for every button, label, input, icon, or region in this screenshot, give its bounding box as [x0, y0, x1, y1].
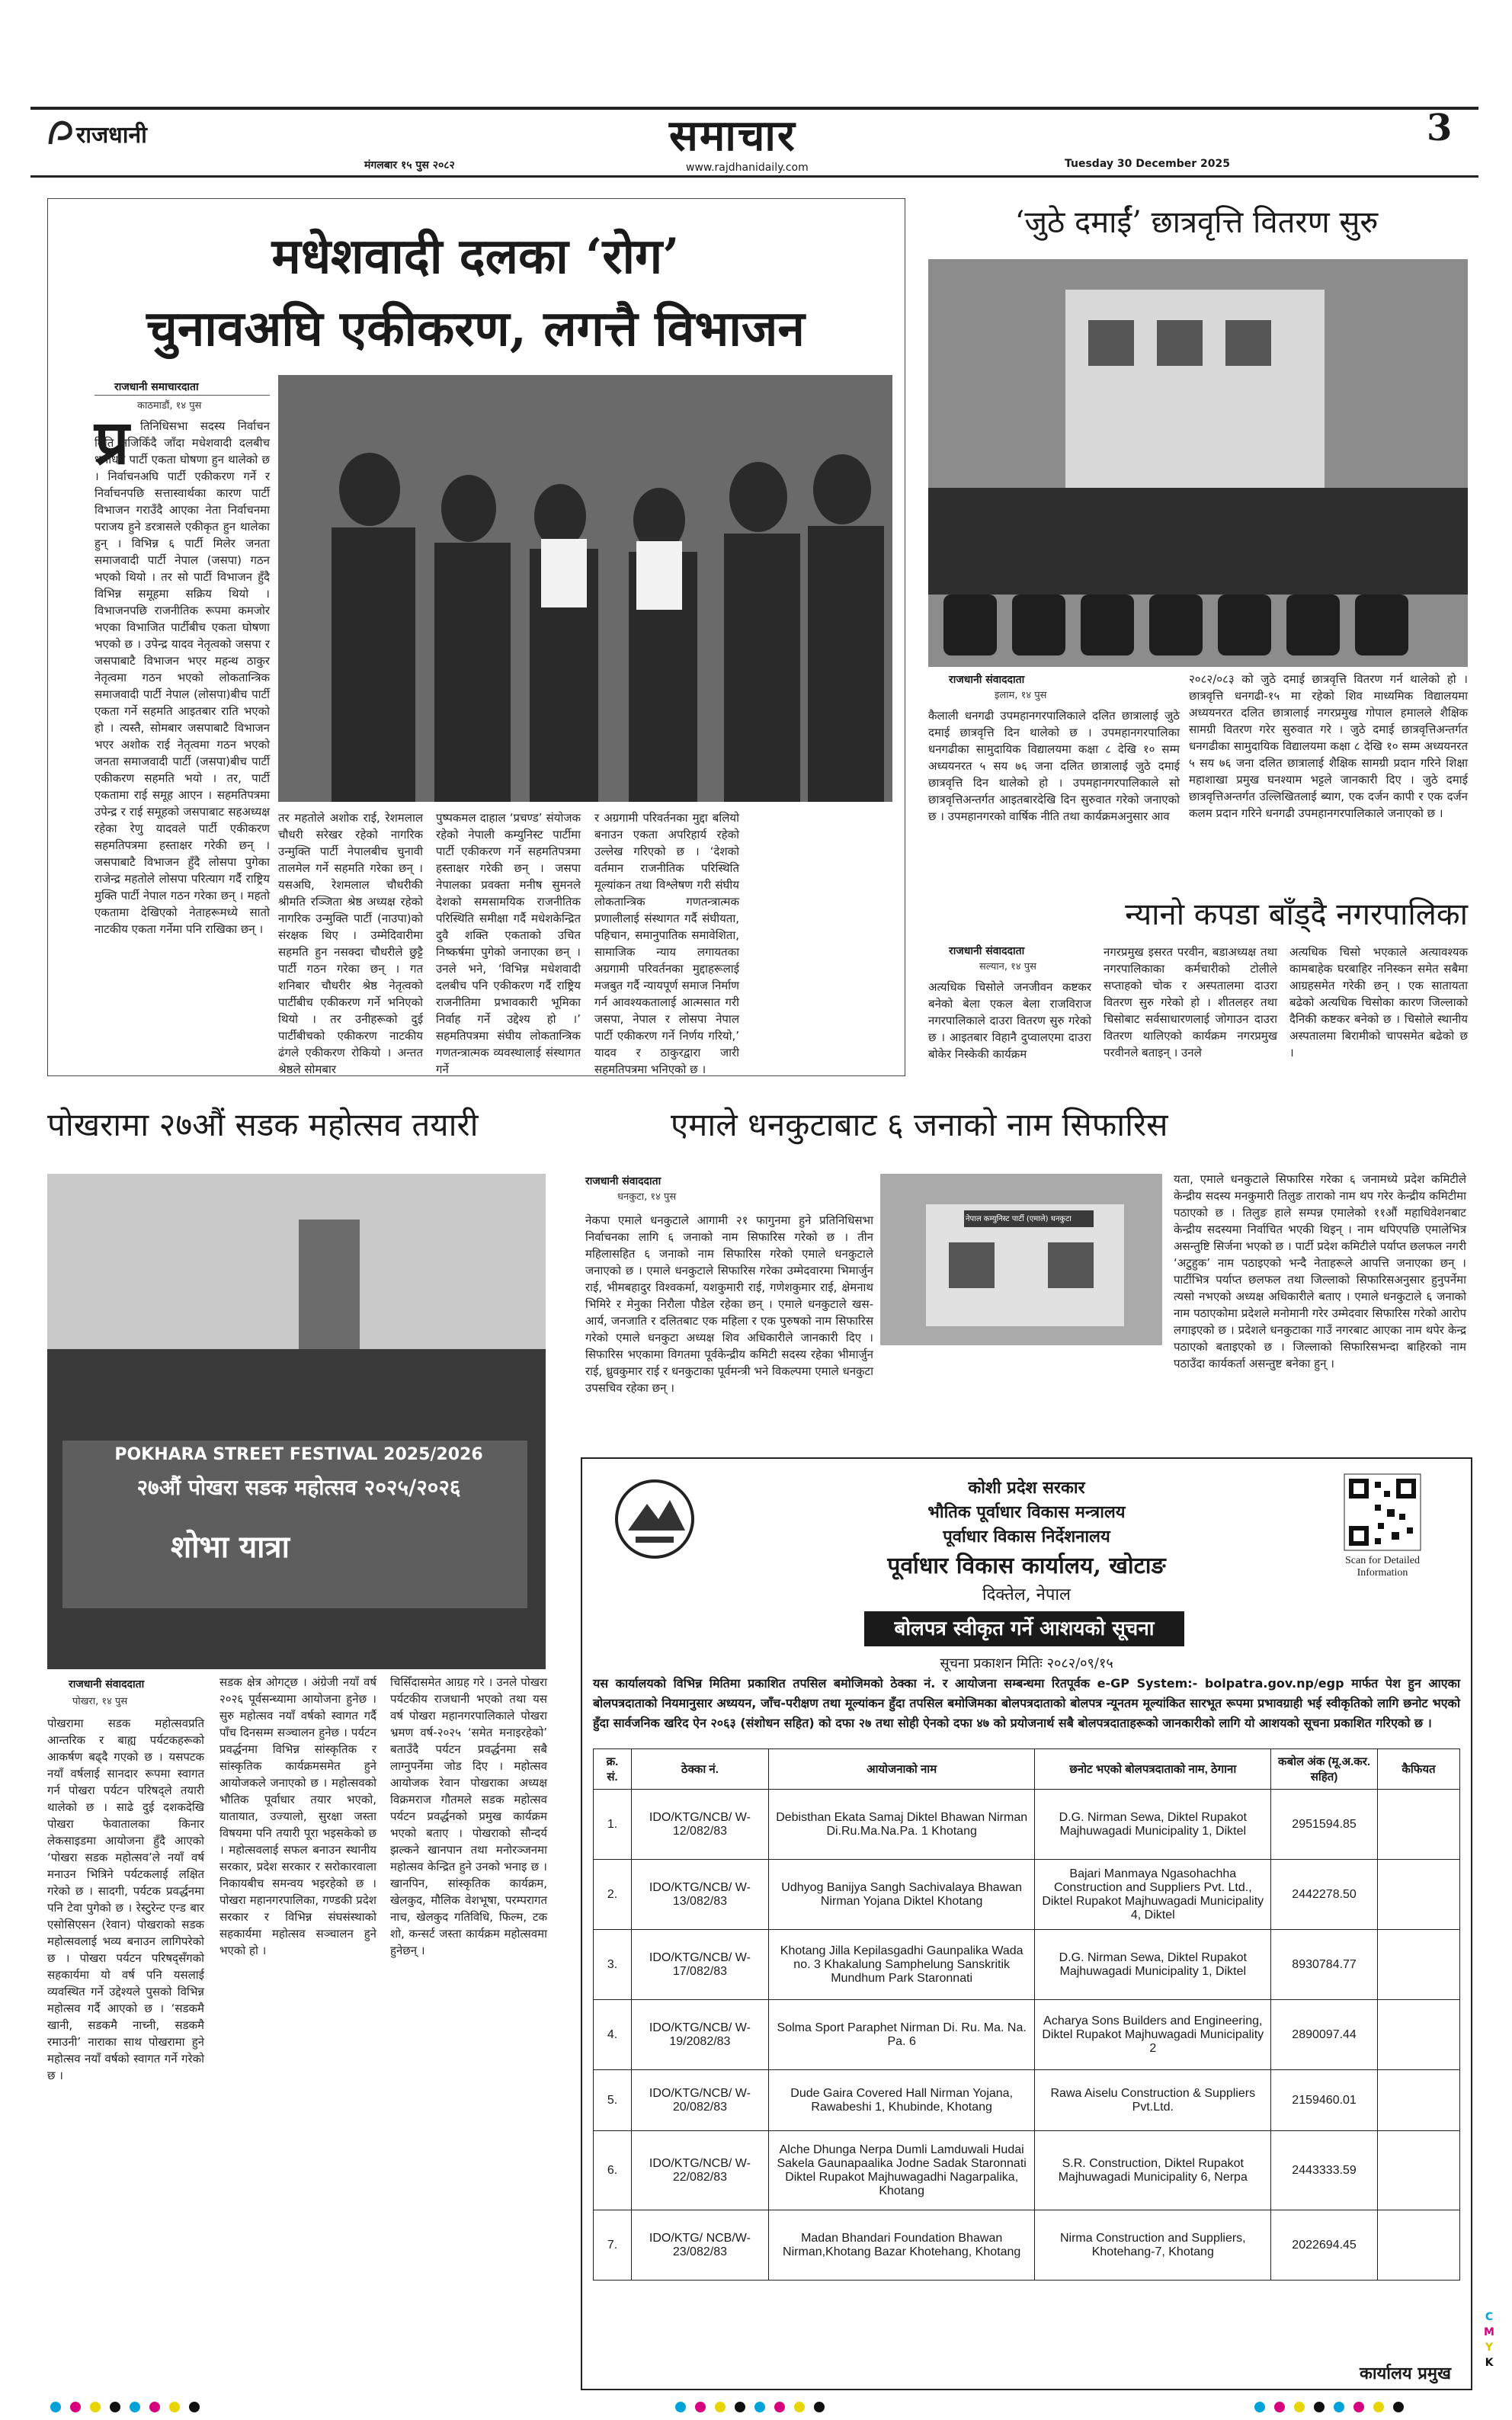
website-url: www.rajdhanidaily.com [686, 162, 809, 174]
row-contract: IDO/KTG/ NCB/W-23/082/83 [631, 2210, 768, 2281]
header-bottom-rule [30, 175, 1478, 178]
header-bidder: छनोट भएको बोलपत्रदाताको नाम, ठेगाना [1035, 1749, 1271, 1790]
row-bidder: S.R. Construction, Diktel Rupakot Majhuwagadi Municipality 6, Nerpa [1035, 2131, 1271, 2210]
section-title: समाचार [669, 111, 796, 161]
story1-column-4: र अग्रगामी परिवर्तनका मुद्दा बलियो बनाउन एकता अपरिहार्य रहेको उल्लेख गरिएको छ । ‘देशको वर्तमान राजनीतिक परिस्थिति मूल्यांकन तथा विश्लेषण गरी संघीय लोकतान्त्रिक गणतन्त्रात्मक प्रणालीलाई संस्थागत गर्दै संघीयता, पहिचान, समानुपातिक समावेशिता, सामाजिक न्याय लगायतका अग्रगामी परिवर्तनका मुद्दाहरूलाई मजबुत गर्दै न्यायपूर्ण समाज निर्माण गर्न आवश्यकतालाई आत्मसात गरी जसपा, नेपाल र लोसपा नेपाल पार्टी एकीकरण गर्ने निर्णय गरियो,’ यादव र ठाकुरद्वारा जारी सहमतिपत्रमा भनिएको छ । [594, 811, 739, 1076]
magenta-dot [70, 2402, 81, 2412]
magenta-dot [774, 2402, 785, 2412]
notice-publish-date: सूचना प्रकाशन मितिः २०८२/०९/१५ [940, 1656, 1113, 1672]
yellow-dot [1294, 2402, 1305, 2412]
story5-headline: एमाले धनकुटाबाट ६ जनाको नाम सिफारिस [671, 1106, 1168, 1143]
reg-mark-c: C [1485, 2311, 1494, 2323]
magenta-dot [1274, 2402, 1285, 2412]
yellow-dot [169, 2402, 180, 2412]
yellow-dot [90, 2402, 101, 2412]
story1-headline-line1: मधेशवादी दलका ‘रोग’ [271, 228, 680, 285]
header-remarks: कैफियत [1378, 1749, 1460, 1790]
story1-column-1: तिनिधिसभा सदस्य निर्वाचन मिति नजिकिँदै जाँदा मधेशवादी दलबीच धमाधम पार्टी एकता घोषणा हुन थालेको छ । निर्वाचनअघि पार्टी एकीकरण गर्ने र निर्वाचनपछि सत्तास्वार्थका कारण पार्टी विभाजन गराउँदै आएका नेता निर्वाचनमा पराजय हुने डरत्रासले एकीकृत हुन थालेका हुन् । विभिन्न ६ पार्टी मिलेर जनता समाजवादी पार्टी नेपाल (जसपा) गठन भएको थियो । तर सो पार्टी विभाजन हुँदै विभिन्न समूहमा सक्रिय थियो । विभाजनपछि राजनीतिक रूपमा कमजोर भएका विभाजित पार्टीबीच एकता घोषणा भएको छ । उपेन्द्र यादव नेतृत्वको जसपा र जसपाबाटै विभाजन भएर महन्थ ठाकुर नेतृत्वमा गठन भएको लोकतान्त्रिक समाजवादी पार्टी नेपाल (लोसपा)बीच पार्टी एकता गर्ने सहमति आइतबार राति भएको हो । त्यस्तै, सोमबार जसपाबाटै विभाजन भएर अशोक राई नेतृत्वमा गठन भएको जनता समाजवादी पार्टी (जसपा)बीच पार्टी एकीकरण सहमति भयो । तर, पार्टी एकतामा राई समूह आएन । सहमतिपत्रमा उपेन्द्र र राई समूहको जसपाबाट सहअध्यक्ष रहेका रेणु यादवले पार्टी एकीकरण सहमतिपत्रमा हस्ताक्षर गरेकी छन् । जसपाबाटै विभाजन हुँदै लोसपा पुगेका राजेन्द्र महतोले लोसपा परित्याग गर्दै राष्ट्रिय मुक्ति पार्टी नेपाल गठन गरेका छन् । महतो एकतामा देखिएको नेताहरूमध्ये सातो नाटकीय एकता गर्नेमा पनि राखिका छन् । [94, 419, 270, 936]
row-project: Udhyog Banijya Sangh Sachivalaya Bhawan Nirman Yojana Diktel Khotang [768, 1860, 1035, 1930]
yellow-dot [715, 2402, 726, 2412]
story2-photo [928, 259, 1468, 667]
masthead-logo [47, 114, 147, 152]
color-bar-center [671, 2401, 829, 2415]
row-contract: IDO/KTG/NCB/ W-22/082/83 [631, 2131, 768, 2210]
cyan-dot [1254, 2402, 1265, 2412]
row-amount: 2890097.44 [1271, 2000, 1378, 2070]
rajdhani-logo-icon [47, 118, 73, 149]
table-row [594, 2000, 1460, 2070]
logo-text: राजधानी [76, 121, 147, 149]
story4-byline: राजधानी संवाददाता [69, 1678, 145, 1691]
row-sn: 2. [594, 1860, 632, 1930]
issue-date-np: मंगलबार १५ पुस २०८२ [364, 159, 455, 171]
header-amount: कबोल अंक (मू.अ.कर. सहित) [1271, 1749, 1378, 1790]
row-sn: 3. [594, 1930, 632, 2000]
header-sn: क्र. सं. [594, 1749, 632, 1790]
tender-table-wrap [593, 1748, 1460, 2281]
story3-column-1: अत्यधिक चिसोले जनजीवन कष्टकर बनेको बेला एकल बेला राजविराज नगरपालिकाले दाउरा वितरण सुरु गरेको छ । आइतबार विहानै दुप्वालएमा दाउरा बोकेर निस्केकी कार्यक्रम [928, 980, 1091, 1061]
story1-photo [278, 375, 892, 802]
row-sn: 5. [594, 2070, 632, 2131]
story1-column-2: तर महतोले अशोक राई, रेशमलाल चौधरी सरेखर रहेको नागरिक उन्मुक्ति पार्टी नेपालबीच चुनावी तालमेल गर्ने सहमति गरेका छन् । यसअघि, रेशमलाल चौधरीकी श्रीमति रञ्जिता श्रेष्ठ अध्यक्ष रहेको नागरिक उन्मुक्ति पार्टी (नाउपा)को संरक्षक थिए । उम्मेदिवारीमा सहमति हुन नसक्दा चौधरीले छुट्टै पार्टी गठन गरेका छन् । गत शनिबार चौधरीर श्रेष्ठ नेतृत्वको पार्टीबीच एकीकरण गर्ने भनिएको थियो । तर उनीहरूको दुई पार्टीबीचको एकीकरण नाटकीय ढंगले एकीकरण रोकियो । अन्तत श्रेष्ठले सोमबार [278, 811, 423, 1076]
row-bidder: Bajari Manmaya Ngasohachha Construction and Suppliers Pvt. Ltd., Diktel Rupakot Majhuwagadi Municipality 4, Diktel [1035, 1860, 1271, 1930]
reg-mark-y: Y [1485, 2341, 1494, 2354]
story3-headline: न्यानो कपडा बाँड्दै नगरपालिका [1125, 897, 1468, 932]
row-contract: IDO/KTG/NCB/ W-12/082/83 [631, 1790, 768, 1860]
office-signboard: नेपाल कम्युनिस्ट पार्टी (एमाले) धनकुटा [966, 1215, 1072, 1223]
story4-column-1: पोखरामा सडक महोत्सवप्रति आन्तरिक र बाह्य पर्यटकहरूको आकर्षण बढ्दै गएको छ । यसपटक नयाँ वर्षलाई सानदार रूपमा स्वागत गर्न पोखरा पर्यटन परिषद्ले तयारी थालेको छ । साढे दुई दशकदेखि पोखरा फेवातालका किनार लेकसाइडमा आयोजना हुँदै आएको ‘पोखरा सडक महोत्सव’ले नयाँ वर्ष मनाउन भित्रिने पर्यटकलाई लक्षित गरेको छ । सादगी, पर्यटक प्रवर्द्धनमा पनि टेवा पुगेको छ । रेस्टुरेन्ट एन्ड बार एसोसिएसन (रेवान) पोखराको सडक महोत्सवलाई भव्य बनाउन लागिपरेको छ । पोखरा पर्यटन परिषद्सँगको सहकार्यमा यो वर्ष पनि यसलाई व्यवस्थित गर्ने उद्देश्यले पुसको विभिन्न महोत्सव गर्दै आएको छ । ‘सडकमै खानी, सडकमै नाच्नी, सडकमै रमाउनी’ नाराका साथ पोखरामा हुने महोत्सव नयाँ वर्षको स्वागत गर्ने गरेको छ । [47, 1716, 204, 2082]
gov-line-2: भौतिक पूर्वाधार विकास मन्त्रालय [927, 1502, 1126, 1522]
row-project: Debisthan Ekata Samaj Diktel Bhawan Nirman Di.Ru.Ma.Na.Pa. 1 Khotang [768, 1790, 1035, 1860]
row-bidder: D.G. Nirman Sewa, Diktel Rupakot Majhuwagadi Municipality 1, Diktel [1035, 1930, 1271, 2000]
gov-line-1: कोशी प्रदेश सरकार [968, 1478, 1085, 1498]
tender-notice [581, 1457, 1472, 2390]
cyan-dot [50, 2402, 61, 2412]
row-project: Alche Dhunga Nerpa Dumli Lamduwali Hudai Sakela Gaunapaalika Jodne Sadak Staronnati Diktel Rupakot Majhuwagadhi Nagarpalika, Khotang [768, 2131, 1035, 2210]
yellow-dot [794, 2402, 805, 2412]
yellow-dot [1373, 2402, 1384, 2412]
story3-column-2: नगरप्रमुख इसरत परवीन, बडाअध्यक्ष तथा नगरपालिकाका कर्मचारीको टोलीले सप्ताहको चोक र अस्पतालमा दाउरा वितरण सुरु गरेको हो । शीतलहर तथा चिसोबाट सर्वसाधारणलाई जोगाउन दाउरा वितरण थालिएको कार्यक्रम नगरप्रमुख परवीनले बताइन् । उनले [1104, 945, 1277, 1059]
row-amount: 2022694.45 [1271, 2210, 1378, 2281]
office-name: पूर्वाधार विकास कार्यालय, खोटाङ [887, 1553, 1166, 1579]
office-chief-signature: कार्यालय प्रमुख [1359, 2364, 1451, 2383]
story1-column-3: पुष्पकमल दाहाल ‘प्रचण्ड’ संयोजक रहेको नेपाली कम्युनिस्ट पार्टीमा पार्टी एकीकरण गर्ने सहमतिपत्रमा हस्ताक्षर गरेकी छन् । जसपा नेपालका प्रवक्ता मनीष सुमनले देशको समसामयिक राजनीतिक परिस्थिति समीक्षा गर्दै मधेशकेन्द्रित दुवै शक्ति एकताको उचित निष्कर्षमा पुगेको जनाएका छन् । उनले भने, ‘विभिन्न मधेशवादी दलबीच पनि एकीकरण गर्दै राष्ट्रिय राजनीतिमा प्रभावकारी भूमिका निर्वाह गर्ने उद्देश्य हो ।’ सहमतिपत्रमा संघीय लोकतान्त्रिक गणतन्त्रात्मक व्यवस्थालाई संस्थागत गर्ने [436, 811, 581, 1076]
row-sn: 6. [594, 2131, 632, 2210]
row-sn: 7. [594, 2210, 632, 2281]
group-people-illustration [278, 375, 892, 802]
cyan-dot [675, 2402, 686, 2412]
row-bidder: Acharya Sons Builders and Engineering, Diktel Rupakot Majhuwagadi Municipality 2 [1035, 2000, 1271, 2070]
row-remarks [1378, 2000, 1460, 2070]
row-remarks [1378, 1930, 1460, 2000]
black-dot [735, 2402, 745, 2412]
black-dot [110, 2402, 120, 2412]
row-remarks [1378, 2070, 1460, 2131]
row-amount: 2442278.50 [1271, 1860, 1378, 1930]
row-project: Khotang Jilla Kepilasgadhi Gaunpalika Wada no. 3 Khakalung Samphelung Sanskritik Mundhum Park Staronnati [768, 1930, 1035, 2000]
story3-dateline: सल्यान, १४ पुस [979, 961, 1036, 973]
row-project: Solma Sport Paraphet Nirman Di. Ru. Ma. Na. Pa. 6 [768, 2000, 1035, 2070]
row-sn: 4. [594, 2000, 632, 2070]
table-header-row [594, 1749, 1460, 1790]
color-bar-right [1250, 2401, 1408, 2415]
story5-dateline: धनकुटा, १४ पुस [617, 1191, 677, 1203]
reg-mark-m: M [1484, 2326, 1494, 2338]
row-amount: 2443333.59 [1271, 2131, 1378, 2210]
page-number: 3 [1427, 107, 1453, 149]
story4-headline: पोखरामा २७औं सडक महोत्सव तयारी [47, 1106, 479, 1143]
story4-column-2: सडक क्षेत्र ओगट्छ । अंग्रेजी नयाँ वर्ष २०२६ पूर्वसन्ध्यामा आयोजना हुनेछ । सुरु महोत्सव नयाँ वर्षको स्वागत गर्दै पाँच दिनसम्म सञ्चालन हुनेछ । पर्यटन प्रवर्द्धनमा विभिन्न सांस्कृतिक र सांस्कृतिक कार्यक्रमसमेत हुने आयोजकले जनाएको छ । महोत्सवको भौतिक पूर्वाधार तयार भएको, यातायात, उज्यालो, सुरक्षा जस्ता विषयमा पनि तयारी पूरा भइसकेको छ । महोत्सवलाई सफल बनाउन स्थानीय सरकार, प्रदेश सरकार र सरोकारवाला निकायबीच समन्वय भइरहेको छ । पोखरा महानगरपालिका, गण्डकी प्रदेश सरकार र विभिन्न संघसंस्थाको सहकार्यमा महोत्सव सञ्चालन हुने भएको हो । [219, 1675, 376, 1957]
cyan-dot [1334, 2402, 1344, 2412]
black-dot [814, 2402, 825, 2412]
row-contract: IDO/KTG/NCB/ W-19/2082/83 [631, 2000, 768, 2070]
scan-text: Scan for Detailed Information [1345, 1555, 1420, 1579]
table-row [594, 1860, 1460, 1930]
students-building-illustration [928, 259, 1468, 667]
row-remarks [1378, 1860, 1460, 1930]
story2-column-2: २०८२/०८३ को जुठे दमाई छात्रवृत्ति वितरण गर्न थालेको हो । छात्रवृत्ति धनगढी-१५ मा रहेको शिव माध्यमिक विद्यालयमा अध्ययनरत दलित छात्रालाई नगरप्रमुख गोपाल हमालले शैक्षिक सामग्री वितरण गरेर सुरुवात गरे । जुठे दमाई छात्रवृत्तिअन्तर्गत धनगढीका सामुदायिक विद्यालयमा कक्षा ८ देखि १० सम्म अध्ययनरत ५ सय ७६ जना दलित छात्रालाई शैक्षिक सामग्री प्रदान गरिने शिक्षा महाशाखा प्रमुख घनश्याम भट्टले जानकारी दिए । जुठे दमाई छात्रवृत्तिअन्तर्गत उल्लिखितलाई ब्याग, एक दर्जन कापी र एक दर्जन कलम प्रदान गरिने धनगढी उपमहानगरपालिकाले जनाएको छ । [1189, 672, 1468, 820]
notice-title: बोलपत्र स्वीकृत गर्ने आशयको सूचना [864, 1611, 1184, 1646]
table-row [594, 2070, 1460, 2131]
row-bidder: D.G. Nirman Sewa, Diktel Rupakot Majhuwagadi Municipality 1, Diktel [1035, 1790, 1271, 1860]
cyan-dot [754, 2402, 765, 2412]
row-amount: 2951594.85 [1271, 1790, 1378, 1860]
black-dot [1314, 2402, 1325, 2412]
row-sn: 1. [594, 1790, 632, 1860]
black-dot [189, 2402, 200, 2412]
story2-byline: राजधानी संवाददाता [949, 674, 1025, 686]
story5-column-1: नेकपा एमाले धनकुटाले आगामी २१ फागुनमा हुने प्रतिनिधिसभा निर्वाचनका लागि ६ जनाको नाम सिफारिस गरेको छ । तीन महिलासहित ६ जनाको नाम सिफारिस गरेको एमाले धनकुटाले जनाएको छ । एमाले धनकुटाले सिफारिस गरेका उम्मेदवारमा भिमार्जुन राई, भीमबहादुर विश्वकर्मा, यशकुमारी राई, गणेशकुमार राई, क्षेमनाथ भिमिरे र मेनुका निरौला पौडेल रहेका छन् । एमाले धनकुटाले खस-आर्य, जनजाति र दलितबाट एक महिला र एक पुरुषको नाम सिफारिस गरेको एमाले धनकुटा अध्यक्ष शिव अधिकारीले जानकारी दिए । सिफारिस भएकामा विगतमा पूर्वकेन्द्रीय कमिटी सदस्य रहेका भीमार्जुन राई, ध्रुवकुमार राई र धनकुटाका पूर्वमन्त्री भने विकल्पमा एमाले धनकुटा उपसचिव रहेका छन् । [585, 1213, 873, 1395]
black-dot [1393, 2402, 1404, 2412]
table-row [594, 1930, 1460, 2000]
festival-banner-np: २७औं पोखरा सडक महोत्सव २०२५/२०२६ [136, 1475, 461, 1500]
issue-date-en: Tuesday 30 December 2025 [1065, 158, 1230, 170]
story5-photo [880, 1174, 1162, 1345]
qr-code-icon[interactable] [1344, 1474, 1421, 1550]
table-row [594, 2131, 1460, 2210]
magenta-dot [695, 2402, 706, 2412]
row-amount: 2159460.01 [1271, 2070, 1378, 2131]
tender-table [593, 1748, 1460, 2281]
story2-column-1: कैलाली धनगढी उपमहानगरपालिकाले दलित छात्रालाई जुठे दमाई छात्रवृत्ति दिन थालेको छ । उपमहानगरपालिका धनगढीका सामुदायिक विद्यालयमा कक्षा ८ देखि १० सम्म अध्ययनरत ५ सय ७६ जना दलित छात्रालाई जुठे दमाई छात्रवृत्ति दिन थालेको हो । उपमहानगरपालिकाले सो छात्रवृत्तिअन्तर्गत आइतबारदेखि दिन सुरुवात गरेको जनाएको छ । उपमहानगरको वार्षिक नीति तथा कार्यक्रमअनुसार आव [928, 709, 1180, 823]
story5-byline: राजधानी संवाददाता [585, 1175, 662, 1188]
festival-banner-en: POKHARA STREET FESTIVAL 2025/2026 [114, 1445, 483, 1464]
story5-column-2: यता, एमाले धनकुटाले सिफारिस गरेका ६ जनामध्ये प्रदेश कमिटीले केन्द्रीय सदस्य मनकुमारी तिलुङ ताराको नाम थप गरेर केन्द्रीय कमिटीमा पठाएको छ । तिलुङ हाले सम्पन्न एमालेको ११औं महाधिवेशनबाट केन्द्रीय सदस्यमा निर्वाचित भएकी थिइन् । नाम थपिएपछि एमालेभित्र असन्तुष्टि सिर्जना भएको छ । पार्टी प्रदेश कमिटीले पर्याप्त छलफल नगरी ‘अटुहुक’ नाम पठाइएको भन्दै नेताहरूले आपत्ति जनाएका छन् । पार्टीभित्र पर्याप्त छलफल तथा जिल्लाको सिफारिसअनुसार हुनुपर्नेमा त्यसो नभएको अध्यक्ष अधिकारीले बताए । एमाले धनकुटाले ६ जनाको नाम पठाएकोमा प्रदेशले मनोमानी गरेर उम्मेदवार सिफारिस गरेको आरोप लगाइएको छ । प्रदेशले धनकुटाका गाउँ नगरबाट आएका नाम थपेर केन्द्र पठाएको बताइएको छ । जिल्लाको सिफारिसभन्दा बाहिरको नाम पठाउँदा कार्यकर्ता असन्तुष्ट बनेका हुन् । [1174, 1172, 1466, 1370]
story1-byline-rule [94, 395, 270, 396]
table-row [594, 2210, 1460, 2281]
street-festival-illustration [47, 1174, 546, 1669]
header-contract: ठेक्का नं. [631, 1749, 768, 1790]
row-contract: IDO/KTG/NCB/ W-13/082/83 [631, 1860, 768, 1930]
row-project: Madan Bhandari Foundation Bhawan Nirman,Khotang Bazar Khotehang, Khotang [768, 2210, 1035, 2281]
notice-body: यस कार्यालयको विभिन्न मितिमा प्रकाशित तपसिल बमोजिमको ठेक्का नं. र आयोजना सम्बन्धमा रितपूर्वक e-GP System:- bolpatra.gov.np/egp मार्फत पेश हुन आएका बोलपत्रदाताको नियमानुसार अध्ययन, जाँच-परीक्षण तथा मूल्यांकन हुँदा तपसिल बमोजिमका बोलपत्रदाताको बोलपत्र न्यूनतम मूल्यांकित सारभूत रूपमा प्रभावग्राही भई स्वीकृतिको लागि छनोट भएको हुँदा सार्वजनिक खरिद ऐन २०६३ (संशोधन सहित) को दफा २७ तथा सोही ऐनको दफा ४७ को प्रयोजनार्थ सबै बोलपत्रदाताहरूको जानकारीको लागि यो आशयको सूचना प्रकाशित गरिएको छ । [593, 1676, 1460, 1730]
magenta-dot [1353, 2402, 1364, 2412]
row-project: Dude Gaira Covered Hall Nirman Yojana, Rawabeshi 1, Khubinde, Khotang [768, 2070, 1035, 2131]
story2-dateline: इलाम, १४ पुस [995, 690, 1047, 701]
story1-dropcap: प्र [94, 406, 130, 478]
cyan-dot [130, 2402, 140, 2412]
story1-dateline: काठमाडौं, १४ पुस [137, 400, 202, 412]
story1-byline: राजधानी समाचारदाता [114, 381, 199, 393]
row-remarks [1378, 2210, 1460, 2281]
row-bidder: Rawa Aiselu Construction & Suppliers Pvt.Ltd. [1035, 2070, 1271, 2131]
color-bar-left [46, 2401, 204, 2415]
registration-marks [1482, 2309, 1497, 2370]
story2-headline: ‘जुठे दमाईं’ छात्रवृत्ति वितरण सुरु [1014, 205, 1379, 240]
party-office-illustration [880, 1174, 1162, 1345]
story3-byline: राजधानी संवाददाता [949, 945, 1025, 957]
reg-mark-k: K [1485, 2357, 1494, 2369]
story4-dateline: पोखरा, १४ पुस [72, 1696, 128, 1707]
row-amount: 8930784.77 [1271, 1930, 1378, 2000]
row-remarks [1378, 2131, 1460, 2210]
story4-photo [47, 1174, 546, 1669]
table-row [594, 1790, 1460, 1860]
story4-column-3: चिसिँदासमेत आग्रह गरे । उनले पोखरा पर्यटकीय राजधानी भएको तथा यस वर्ष पोखरा महानगरपालिकाले पोखरा भ्रमण वर्ष-२०२५ ‘समेत मनाइरहेको’ बताउँदै पर्यटन प्रवर्द्धनमा सबै लाग्नुपर्नेमा जोड दिए । महोत्सव आयोजक रेवान पोखराका अध्यक्ष विक्रमराज गौतमले सडक महोत्सव पर्यटन प्रवर्द्धनको प्रमुख कार्यक्रम भएको बताए । पोखराको सौन्दर्य झल्कने खानपान तथा मनोरञ्जनमा महोत्सव केन्द्रित हुने उनको भनाइ छ । खानपिन, सांस्कृतिक कार्यक्रम, खेलकुद, मौलिक वेशभूषा, परम्परागत नाच, खेलकुद गतिविधि, फिल्म, टक शो, कन्सर्ट जस्ता कार्यक्रम महोत्सवमा हुनेछन् । [390, 1675, 547, 1957]
story3-column-3: अत्यधिक चिसो भएकाले अत्यावश्यक कामबाहेक घरबाहिर ननिस्कन समेत सबैमा आग्रहसमेत गरेकी छन् । एक सातायता बढेको अत्यधिक चिसोका कारण जिल्लाको दैनिकी कष्टकर बनेको छ । चिसोले स्थानीय अस्पतालमा बिरामीको चापसमेत बढेको छ । [1289, 945, 1468, 1059]
row-remarks [1378, 1790, 1460, 1860]
row-bidder: Nirma Construction and Suppliers, Khotehang-7, Khotang [1035, 2210, 1271, 2281]
row-contract: IDO/KTG/NCB/ W-17/082/83 [631, 1930, 768, 2000]
header-project: आयोजनाको नाम [768, 1749, 1035, 1790]
office-location: दिक्तेल, नेपाल [982, 1585, 1071, 1604]
story1-headline-line2: चुनावअघि एकीकरण, लगत्तै विभाजन [146, 300, 805, 357]
gov-line-3: पूर्वाधार विकास निर्देशनालय [943, 1527, 1110, 1547]
magenta-dot [149, 2402, 160, 2412]
festival-banner-rally: शोभा यात्रा [171, 1529, 290, 1565]
row-contract: IDO/KTG/NCB/ W-20/082/83 [631, 2070, 768, 2131]
